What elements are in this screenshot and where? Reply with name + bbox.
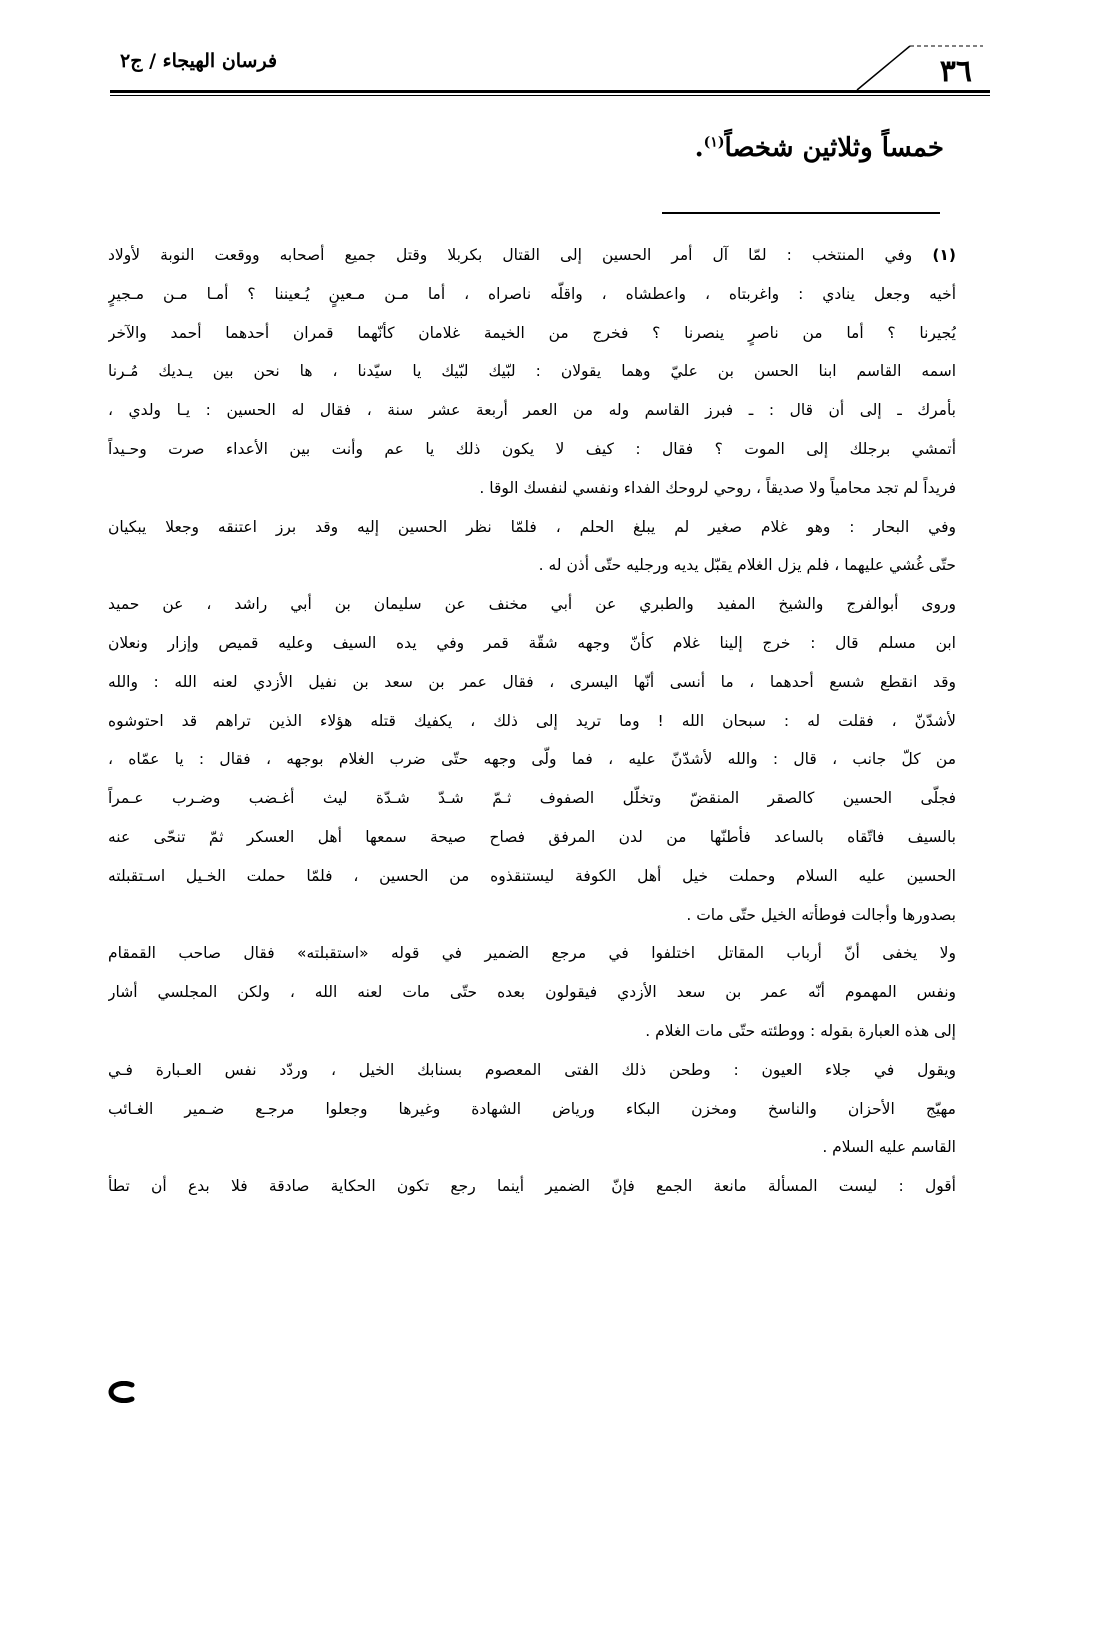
footnote-line: وروى أبوالفرج والشيخ المفيد والطبري عن أبي مخنف عن سليمان بن أبي راشد ، عن حميد	[108, 595, 956, 614]
footnote-line: فريداً لم تجد محامياً ولا صديقاً ، روحي لروحك الفداء ونفسي لنفسك الوقا .	[479, 478, 956, 497]
header-ornament	[855, 40, 985, 92]
page-number: ٣٦	[939, 54, 972, 89]
footnote-line: ويقول في جلاء العيون : وطحن ذلك الفتى المعصوم بسنابك الخيل ، وردّد نفس العـبارة فـي	[108, 1060, 956, 1079]
footnote-line: فجلّى الحسين كالصقر المنقضّ وتخلّل الصفوف ثـمّ شـدّ شـدّة ليث أغـضب وضـرب عـمراً	[108, 789, 956, 808]
footnote-line: حتّى غُشي عليهما ، فلم يزل الغلام يقبّل يديه ورجليه حتّى أذن له .	[538, 556, 956, 575]
footnote-line: القاسم عليه السلام .	[822, 1138, 956, 1157]
footnote-line: إلى هذه العبارة بقوله : ووطئته حتّى مات الغلام .	[645, 1021, 956, 1040]
footnote-line: اسمه القاسم ابنا الحسن بن عليّ وهما يقولان : لبّيك لبّيك يا سيّدنا ، ها نحن بين يـديك مُـرنا	[108, 362, 956, 381]
main-text-body: خمساً وثلاثين شخصاً	[724, 133, 944, 163]
main-text-end: .	[694, 133, 704, 163]
footnote-line-text: وفي المنتخب : لمّا آل أمر الحسين إلى القتال بكربلا وقتل جميع أصحابه ووقعت النوبة لأولاد	[108, 246, 913, 264]
footnote-line: ولا يخفى أنّ أرباب المقاتل اختلفوا في مرجع الضمير في قوله «استقبلته» فقال صاحب القمقام	[108, 944, 956, 963]
footnote-line	[108, 236, 956, 275]
book-title: فرسان الهيجاء / ج٢	[120, 50, 278, 72]
header-rule	[110, 90, 990, 93]
continuation-arrow-icon	[108, 1381, 136, 1403]
footnote-line: أتمشي برجلك إلى الموت ؟ فقال : كيف لا يكون ذلك يا عم وأنت بين الأعداء صرت وحـيداً	[108, 439, 956, 458]
footnote-line: بالسيف فاتّقاه بالساعد فأطنّها من لدن المرفق فصاح صيحة سمعها أهل العسكر ثمّ تنحّى عنه	[108, 827, 956, 846]
footnote-line: بصدورها وأجالت فوطأته الخيل حتّى مات .	[686, 905, 956, 924]
footnote-line: يُجيرنا ؟ أما من ناصرٍ ينصرنا ؟ فخرج من الخيمة غلامان كأنّهما قمران أحدهما أحمد والآخر	[108, 323, 956, 342]
footnote-line: أخيه وجعل ينادي : واغربتاه ، واعطشاه ، واقلّه ناصراه ، أما مـن مـعينٍ يُـعيننا ؟ أمـا مـن مـجيرٍ	[108, 284, 956, 303]
footnote-line: بأمرك ـ إلى أن قال : ـ فبرز القاسم وله من العمر أربعة عشر سنة ، فقال له الحسين : يـا ولدي ،	[108, 401, 956, 420]
footnote-line: وقد انقطع شسع أحدهما ، ما أنسى أنّها اليسرى ، فقال عمر بن سعد بن نفيل الأزدي لعنه الله : والله	[108, 672, 956, 691]
footnote-reference[interactable]: (١)	[703, 134, 725, 151]
footnote-line: ونفس المهموم أنّه عمر بن سعد الأزدي فيقولون بعده حتّى مات لعنه الله ، ولكن المجلسي أشار	[108, 983, 956, 1002]
footnote-line: ابن مسلم قال : خرج إلينا غلام كأنّ وجهه شقّة قمر وفي يده السيف وعليه قميص وإزار ونعلان	[108, 633, 956, 652]
main-text	[144, 128, 944, 168]
header-rule-thin	[110, 95, 990, 96]
footnote-line: لأشدّنّ ، فقلت له : سبحان الله ! وما تريد إلى ذلك ، يكفيك قتله هؤلاء الذين تراهم قد احتوشوه	[108, 711, 956, 730]
footnote-line: مهيّج الأحزان والناسخ ومخزن البكاء ورياض الشهادة وغيرها وجعلوا مرجـع ضـمير الغـائب	[108, 1099, 956, 1118]
footnote-line: أقول : ليست المسألة مانعة الجمع فإنّ الضمير أينما رجع تكون الحكاية صادقة فلا بدع أن تطأ	[108, 1177, 956, 1196]
footnote-separator	[662, 212, 940, 214]
footnote	[108, 236, 956, 1206]
page-header	[110, 40, 990, 100]
footnote-line: وفي البحار : وهو غلام صغير لم يبلغ الحلم ، فلمّا نظر الحسين إليه وقد برز اعتنقه وجعلا يبكيان	[108, 517, 956, 536]
footnote-line: الحسين عليه السلام وحملت خيل أهل الكوفة ليستنقذوه من الحسين ، فلمّا حملت الخـيل اسـتقبلته	[108, 866, 956, 885]
footnote-marker: (١)	[932, 246, 956, 264]
footnote-line: من كلّ جانب ، قال : والله لأشدّنّ عليه ، فما ولّى وجهه حتّى ضرب الغلام بوجهه ، فقال : يا عمّاه ،	[108, 750, 956, 769]
